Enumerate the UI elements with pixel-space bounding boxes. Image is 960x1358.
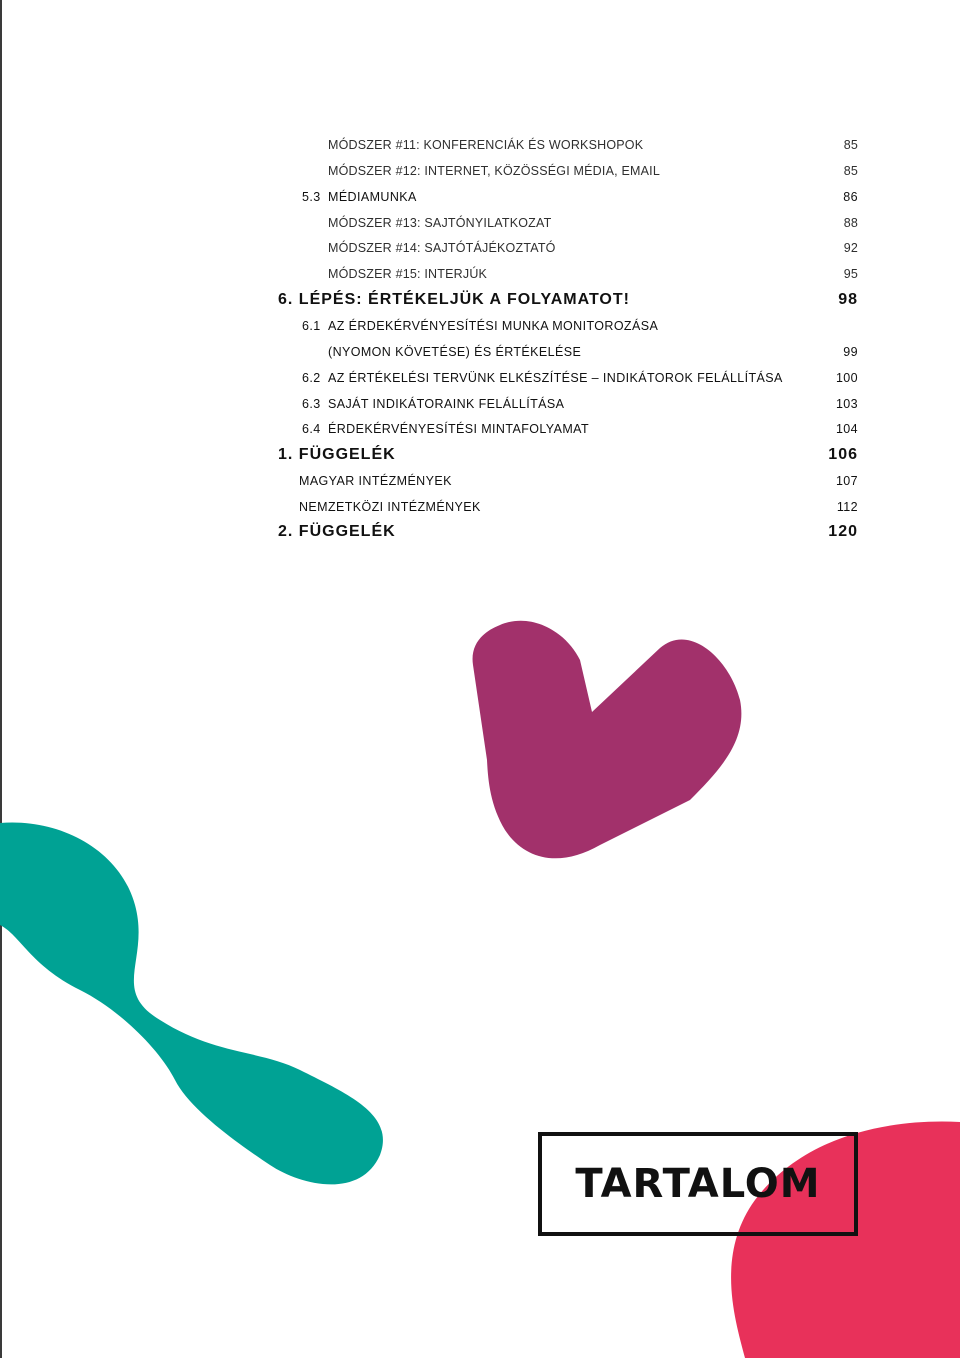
toc-entry-page: 98 — [838, 291, 858, 308]
toc-entry-page: 103 — [835, 397, 858, 411]
toc-entry-number: 6.3 — [302, 397, 321, 411]
toc-entry-label: 1. FÜGGELÉK — [278, 446, 396, 463]
toc-entry-page: 112 — [836, 500, 858, 514]
toc-entry-page: 104 — [835, 422, 858, 436]
toc-entry-page: 92 — [843, 241, 858, 255]
toc-entry-page: 85 — [843, 138, 858, 152]
toc-entry-label: SAJÁT INDIKÁTORAINK FELÁLLÍTÁSA — [328, 397, 565, 411]
toc-entry-page: 100 — [835, 371, 858, 385]
toc-entry-label: MÓDSZER #15: INTERJÚK — [328, 267, 488, 281]
toc-entry-label: MÉDIAMUNKA — [328, 190, 417, 204]
toc-entry-label: 6. LÉPÉS: ÉRTÉKELJÜK A FOLYAMATOT! — [278, 291, 630, 308]
table-of-contents — [0, 0, 960, 560]
purple-heart-shape — [473, 621, 742, 859]
toc-entry-label: 2. FÜGGELÉK — [278, 523, 396, 540]
toc-entry-page: 99 — [843, 345, 858, 359]
toc-entry-page: 85 — [843, 164, 858, 178]
toc-entry-number: 6.4 — [302, 422, 321, 436]
toc-entry-page: 95 — [843, 267, 858, 281]
toc-entry-number: 6.1 — [302, 319, 321, 333]
toc-entry-label: MÓDSZER #12: INTERNET, KÖZÖSSÉGI MÉDIA, EMAIL — [328, 164, 660, 178]
toc-entry-page: 120 — [828, 523, 858, 540]
toc-entry-label: NEMZETKÖZI INTÉZMÉNYEK — [299, 500, 481, 514]
toc-entry-page: 86 — [843, 190, 858, 204]
toc-entry-page: 106 — [828, 446, 858, 463]
toc-entry-label: ÉRDEKÉRVÉNYESÍTÉSI MINTAFOLYAMAT — [328, 422, 589, 436]
toc-entry-label: MÓDSZER #14: SAJTÓTÁJÉKOZTATÓ — [328, 241, 556, 255]
toc-entry-label: MÓDSZER #13: SAJTÓNYILATKOZAT — [328, 216, 552, 230]
toc-entry-number: 6.2 — [302, 371, 321, 385]
toc-entry-page: 88 — [843, 216, 858, 230]
toc-entry-label: MAGYAR INTÉZMÉNYEK — [299, 474, 452, 488]
toc-entry-label: AZ ÉRTÉKELÉSI TERVÜNK ELKÉSZÍTÉSE – INDIKÁTOROK FELÁLLÍTÁSA — [328, 371, 783, 385]
toc-entry-number: 5.3 — [302, 190, 321, 204]
toc-entry-label-continued: (NYOMON KÖVETÉSE) ÉS ÉRTÉKELÉSE — [328, 345, 582, 359]
toc-entry-label: MÓDSZER #11: KONFERENCIÁK ÉS WORKSHOPOK — [328, 138, 644, 152]
toc-entry-page: 107 — [835, 474, 858, 488]
title-box — [538, 1132, 858, 1236]
teal-wave-shape — [0, 822, 383, 1184]
toc-entry-label: AZ ÉRDEKÉRVÉNYESÍTÉSI MUNKA MONITOROZÁSA — [328, 319, 659, 333]
page-title: TARTALOM — [575, 1161, 821, 1207]
